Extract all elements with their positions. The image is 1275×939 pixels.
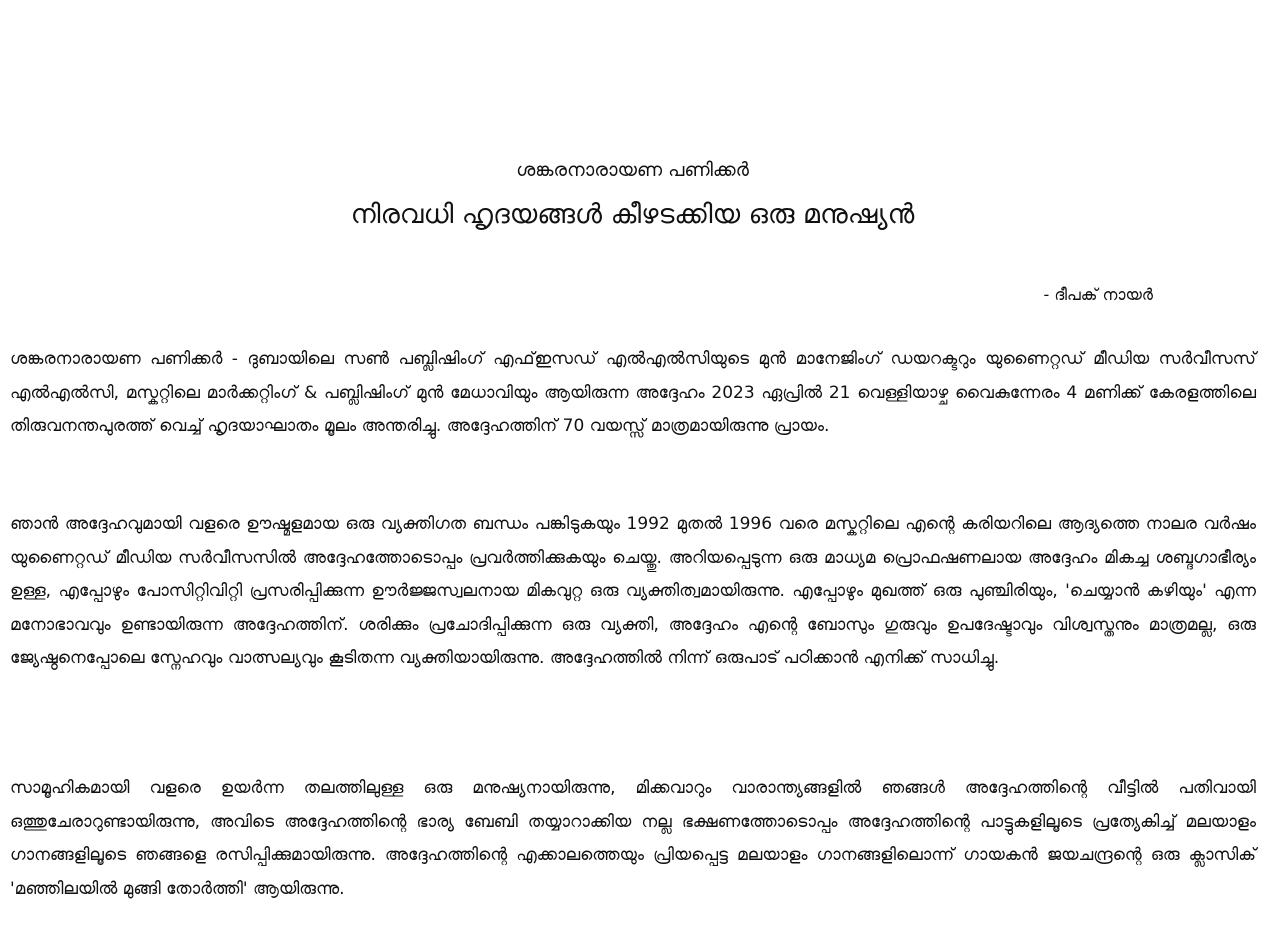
- document-subtitle: ശങ്കരനാരായണ പണിക്കർ: [516, 159, 749, 181]
- paragraph: സാമൂഹികമായി വളരെ ഉയർന്ന തലത്തിലുള്ള ഒരു മനുഷ്യനായിരുന്നു, മിക്കവാറും വാരാന്ത്യങ്ങളിൽ ഞങ്ങൾ അദ്ദേഹത്തിന്റെ വീട്ടിൽ പതിവായി ഒത്തുചേരാറുണ്ടായിരുന്നു, അവിടെ അദ്ദേഹത്തിന്റെ ഭാര്യ ബേബി തയ്യാറാക്കിയ നല്ല ഭക്ഷണത്തോടൊപ്പം അദ്ദേഹത്തിന്റെ പാട്ടുകളിലൂടെ പ്രത്യേകിച്ച് മലയാളം ഗാനങ്ങളിലൂടെ ഞങ്ങളെ രസിപ്പിക്കുമായിരുന്നു. അദ്ദേഹത്തിന്റെ എക്കാലത്തെയും പ്രിയപ്പെട്ട മലയാളം ഗാനങ്ങളിലൊന്ന് ഗായകൻ ജയചന്ദ്രന്റെ ഒരു ക്ലാസിക് 'മഞ്ഞിലയിൽ മുങ്ങി തോർത്തി' ആയിരുന്നു.: [10, 778, 1256, 899]
- document-title: നിരവധി ഹൃദയങ്ങൾ കീഴടക്കിയ ഒരു മനുഷ്യൻ: [350, 199, 915, 230]
- paragraph: ഞാൻ അദ്ദേഹവുമായി വളരെ ഊഷ്മളമായ ഒരു വ്യക്തിഗത ബന്ധം പങ്കിടുകയും 1992 മുതൽ 1996 വരെ മസ്കറ്റിലെ എന്റെ കരിയറിലെ ആദ്യത്തെ നാലര വർഷം യുണൈറ്റഡ് മീഡിയ സർവീസസിൽ അദ്ദേഹത്തോടൊപ്പം പ്രവർത്തിക്കുകയും ചെയ്തു. അറിയപ്പെടുന്ന ഒരു മാധ്യമ പ്രൊഫഷണലായ അദ്ദേഹം മികച്ച ശബ്ദഗാഭീര്യം ഉള്ള, എപ്പോഴും പോസിറ്റിവിറ്റി പ്രസരിപ്പിക്കുന്ന ഊർജ്ജസ്വലനായ മികവുറ്റ ഒരു വ്യക്തിത്വമായിരുന്നു. എപ്പോഴും മുഖത്ത് ഒരു പുഞ്ചിരിയും, 'ചെയ്യാൻ കഴിയും' എന്ന മനോഭാവവും ഉണ്ടായിരുന്ന അദ്ദേഹത്തിന്. ശരിക്കും പ്രചോദിപ്പിക്കുന്ന ഒരു വ്യക്തി, അദ്ദേഹം എന്റെ ബോസും ഗുരുവും ഉപദേഷ്ടാവും വിശ്വസ്തനും മാത്രമല്ല, ഒരു ജ്യേഷ്ഠനെപ്പോലെ സ്നേഹവും വാത്സല്യവും കൂടിതന്ന വ്യക്തിയായിരുന്നു. അദ്ദേഹത്തിൽ നിന്ന് ഒരുപാട് പഠിക്കാൻ എനിക്ക് സാധിച്ചു.: [10, 514, 1256, 668]
- paragraph: ശങ്കരനാരായണ പണിക്കർ - ദുബായിലെ സൺ പബ്ലിഷിംഗ് എഫ്ഇസഡ് എൽഎൽസിയുടെ മുൻ മാനേജിംഗ് ഡയറക്ടറും യുണൈറ്റഡ് മീഡിയ സർവീസസ് എൽഎൽസി, മസ്കറ്റിലെ മാർക്കറ്റിംഗ് & പബ്ലിഷിംഗ് മുൻ മേധാവിയും ആയിരുന്ന അദ്ദേഹം 2023 ഏപ്രിൽ 21 വെള്ളിയാഴ്ച വൈകുന്നേരം 4 മണിക്ക് കേരളത്തിലെ തിരുവനന്തപുരത്ത് വെച്ച് ഹൃദയാഘാതം മൂലം അന്തരിച്ചു. അദ്ദേഹത്തിന് 70 വയസ്സ് മാത്രമായിരുന്നു പ്രായം.: [10, 349, 1256, 436]
- document-author: - ദീപക് നായർ: [1043, 285, 1153, 304]
